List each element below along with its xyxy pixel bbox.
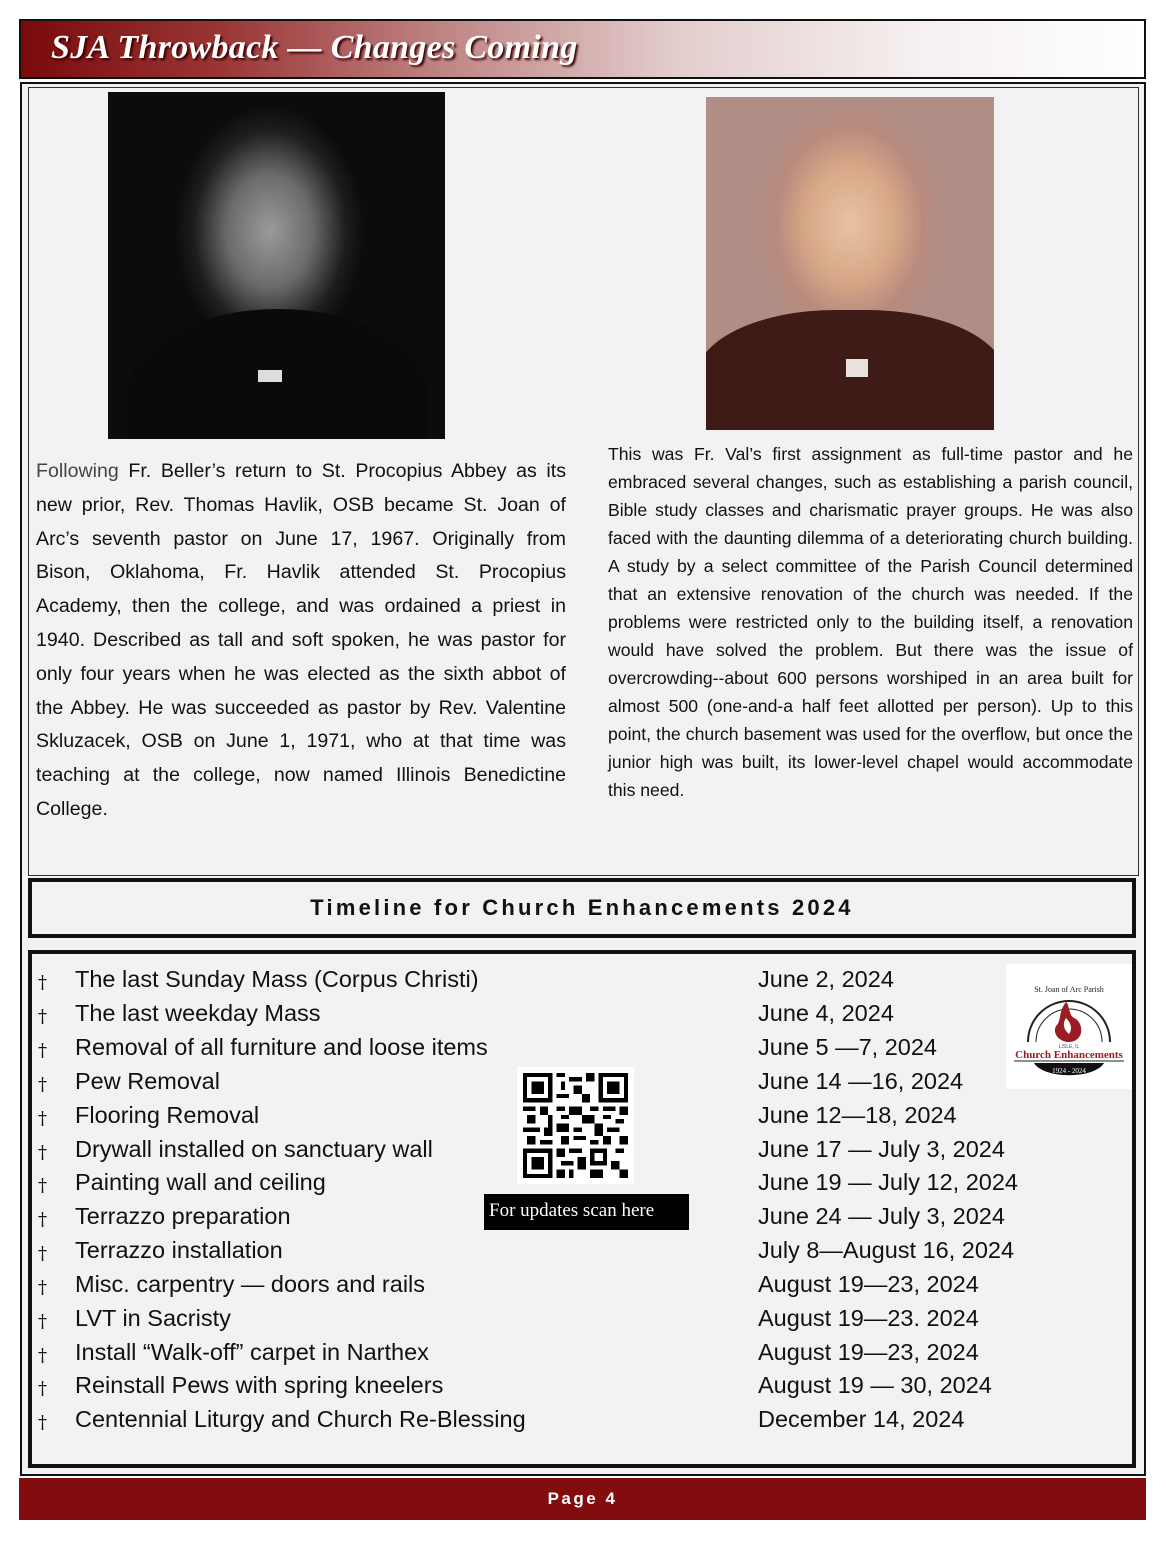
story-left-body: Fr. Beller’s return to St. Procopius Abbey as its new prior, Rev. Thomas Havlik, OSB became St. Joan of Arc’s seventh pastor on June 17, 1967. Originally from Bison, Oklahoma, Fr. Havlik attended St. Procopius Academy, then the college, and was ordained a priest in 1940. Described as tall and soft spoken, he was pastor for only four years when he was elected as the sixth abbot of the Abbey. He was succeeded as pastor by Rev. Valentine Skluzacek, OSB on June 1, 1971, who at that time was teaching at the college, now named Illinois Benedictine College.	[36, 460, 566, 820]
timeline-task: Terrazzo installation	[75, 1237, 283, 1263]
timeline-date: June 24 — July 3, 2024	[758, 1203, 1005, 1229]
story-lead-word: Following	[36, 460, 119, 482]
timeline-date: June 4, 2024	[758, 1000, 894, 1026]
timeline-heading-box	[28, 878, 1136, 938]
timeline-item	[32, 1271, 1132, 1305]
qr-code[interactable]	[517, 1067, 634, 1184]
story-left-column	[36, 455, 566, 827]
parish-logo-icon	[1006, 964, 1132, 1089]
timeline-date: June 17 — July 3, 2024	[758, 1136, 1005, 1162]
story-right-body: This was Fr. Val’s first assignment as full-time pastor and he embraced several changes, such as establishing a parish council, Bible study classes and charismatic prayer groups. He was also faced with the daunting dilemma of a deteriorating church building. A study by a select committee of the Parish Council determined that an extensive renovation of the church was needed. If the problems were restricted only to the building itself, a renovation would have solved the problem. But there was the issue of overcrowding--about 600 persons worshiped in an area built for almost 500 (one-and-a half feet allotted per person). Up to this point, the church basement was used for the overflow, but once the junior high was built, its lower-level chapel would accommodate this need.	[608, 444, 1133, 800]
cross-bullet-icon: †	[38, 972, 47, 993]
timeline-task: LVT in Sacristy	[75, 1305, 231, 1331]
timeline-item	[32, 966, 1132, 1000]
timeline-date: June 19 — July 12, 2024	[758, 1169, 1018, 1195]
svg-text:Church Enhancements: Church Enhancements	[1015, 1049, 1123, 1061]
cross-bullet-icon: †	[38, 1378, 47, 1399]
timeline-task: Centennial Liturgy and Church Re-Blessing	[75, 1406, 526, 1432]
timeline-date: December 14, 2024	[758, 1406, 965, 1432]
photo-fr-havlik	[108, 92, 445, 439]
timeline-task: Drywall installed on sanctuary wall	[75, 1136, 433, 1162]
photo-fr-val	[706, 97, 994, 430]
timeline-task: Painting wall and ceiling	[75, 1169, 326, 1195]
svg-text:LISLE, IL: LISLE, IL	[1058, 1044, 1080, 1050]
timeline-item	[32, 1237, 1132, 1271]
story-right-column	[608, 440, 1133, 804]
photo-collar-shape	[258, 370, 282, 382]
timeline-date: August 19—23, 2024	[758, 1339, 979, 1365]
timeline-task: Pew Removal	[75, 1068, 220, 1094]
timeline-item	[32, 1339, 1132, 1373]
cross-bullet-icon: †	[38, 1040, 47, 1061]
church-enhancements-logo	[1006, 964, 1132, 1089]
timeline-task: Misc. carpentry — doors and rails	[75, 1271, 426, 1297]
cross-bullet-icon: †	[38, 1243, 47, 1264]
timeline-task: The last Sunday Mass (Corpus Christi)	[75, 966, 479, 992]
timeline-task: The last weekday Mass	[75, 1000, 321, 1026]
timeline-item	[32, 1000, 1132, 1034]
timeline-date: August 19—23, 2024	[758, 1271, 979, 1297]
timeline-item	[32, 1372, 1132, 1406]
timeline-date: June 5 —7, 2024	[758, 1034, 937, 1060]
cross-bullet-icon: †	[38, 1277, 47, 1298]
photo-collar-shape	[846, 359, 868, 377]
timeline-task: Reinstall Pews with spring kneelers	[75, 1372, 444, 1398]
svg-text:St. Joan of Arc Parish: St. Joan of Arc Parish	[1034, 985, 1104, 994]
cross-bullet-icon: †	[38, 1074, 47, 1095]
timeline-item	[32, 1034, 1132, 1068]
qr-code-icon	[523, 1073, 628, 1178]
timeline-task: Terrazzo preparation	[75, 1203, 291, 1229]
timeline-date: June 12—18, 2024	[758, 1102, 957, 1128]
timeline-task: Install “Walk-off” carpet in Narthex	[75, 1339, 429, 1365]
timeline-date: July 8—August 16, 2024	[758, 1237, 1015, 1263]
cross-bullet-icon: †	[38, 1311, 47, 1332]
cross-bullet-icon: †	[38, 1006, 47, 1027]
header-banner	[19, 19, 1146, 79]
timeline-heading: Timeline for Church Enhancements 2024	[310, 895, 854, 920]
page-title: SJA Throwback — Changes Coming	[51, 29, 578, 66]
qr-caption: For updates scan here	[484, 1194, 689, 1230]
cross-bullet-icon: †	[38, 1175, 47, 1196]
footer-bar	[19, 1478, 1146, 1520]
cross-bullet-icon: †	[38, 1108, 47, 1129]
timeline-item	[32, 1406, 1132, 1440]
cross-bullet-icon: †	[38, 1345, 47, 1366]
svg-text:1924 - 2024: 1924 - 2024	[1052, 1067, 1086, 1075]
timeline-date: June 14 —16, 2024	[758, 1068, 964, 1094]
timeline-task: Removal of all furniture and loose items	[75, 1034, 488, 1060]
timeline-date: August 19 — 30, 2024	[758, 1372, 992, 1398]
timeline-task: Flooring Removal	[75, 1102, 260, 1128]
timeline-date: June 2, 2024	[758, 966, 894, 992]
cross-bullet-icon: †	[38, 1412, 47, 1433]
timeline-item	[32, 1305, 1132, 1339]
cross-bullet-icon: †	[38, 1142, 47, 1163]
page-number: Page 4	[547, 1489, 618, 1508]
timeline-date: August 19—23. 2024	[758, 1305, 979, 1331]
cross-bullet-icon: †	[38, 1209, 47, 1230]
